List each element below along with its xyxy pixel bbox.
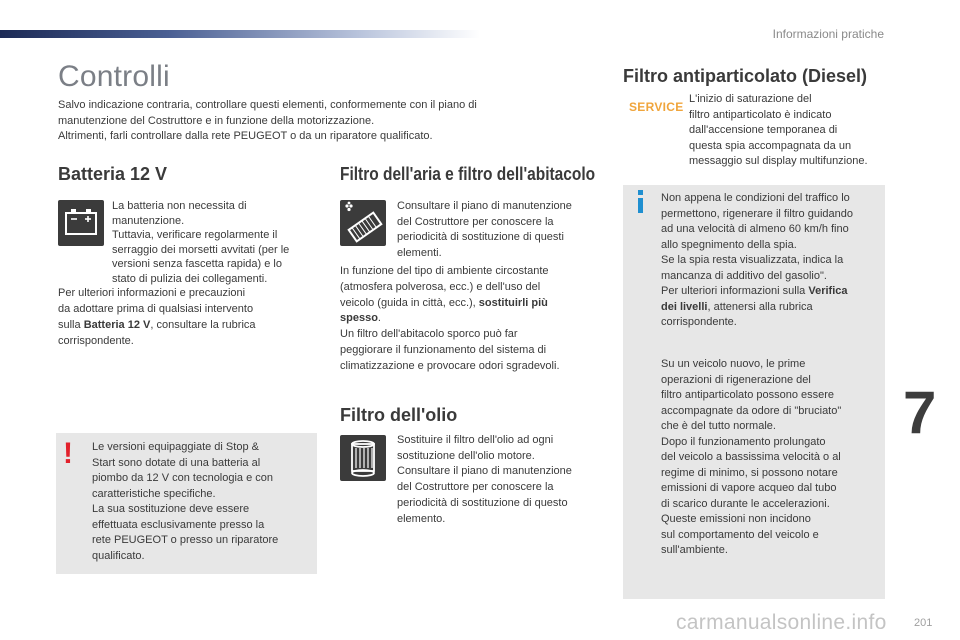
info-line: sul comportamento del veicolo e [661, 528, 819, 541]
dpf-line: questa spia accompagnata da un [689, 139, 852, 152]
info-line: del veicolo a bassissima velocità o al [661, 451, 841, 463]
oil-filter-line: Sostituire il filtro dell'olio ad ogni [397, 434, 554, 446]
info-icon [635, 190, 646, 213]
battery-more-line: corrispondente. [58, 335, 134, 347]
dpf-line: L'inizio di saturazione del [689, 93, 812, 105]
battery-line: serraggio dei morsetti avvitati (per le [112, 243, 290, 256]
info-line: accompagnate da odore di "bruciato" [661, 404, 842, 417]
air-filter-more [340, 264, 610, 375]
section-label: Informazioni pratiche [772, 27, 884, 41]
dpf-heading: Filtro antiparticolato (Diesel) [623, 66, 868, 86]
battery-more-prefix: sulla [58, 319, 84, 331]
air-filter-more-line: (atmosfera polverosa, ecc.) e dell'uso del [340, 280, 541, 293]
air-filter-bold: spesso [340, 312, 378, 325]
page-number: 201 [914, 617, 933, 629]
air-filter-last-line: climatizzazione e provocare odori sgradevoli. [340, 359, 560, 372]
air-filter-text [397, 199, 607, 261]
air-filter-bold: sostituirli più [478, 296, 548, 309]
info-line: Se la spia resta visualizzata, indica la [661, 254, 844, 266]
battery-line: La batteria non necessita di [112, 200, 247, 212]
battery-line: versioni senza fascetta rapida) e lo [112, 258, 282, 271]
dpf-line: messaggio sul display multifunzione. [689, 155, 868, 167]
info-line: mancanza di additivo del gasolio". [661, 269, 827, 282]
chapter-number: 7 [903, 379, 937, 446]
warning-line: rete PEUGEOT o presso un riparatore [92, 534, 279, 546]
info-line: operazioni di rigenerazione del [661, 373, 811, 386]
battery-link-ref: Batteria 12 V [83, 319, 151, 331]
air-filter-more-prefix: veicolo (guida in città, ecc.), [340, 296, 479, 309]
service-warning-icon: SERVICE [629, 100, 684, 114]
info-line: Queste emissioni non incidono [661, 513, 811, 525]
info-line: regime di minimo, si possono notare [661, 466, 838, 479]
info-line: Non appena le condizioni del traffico lo [661, 192, 850, 204]
air-filter-heading: Filtro dell'aria e filtro dell'abitacolo [340, 164, 596, 184]
air-filter-last-line: peggiorare il funzionamento del sistema di [340, 343, 547, 356]
info-after-bold: , attenersi alla rubrica [707, 300, 813, 313]
battery-more-line: Per ulteriori informazioni e precauzioni [58, 287, 246, 299]
header-gradient-bar [0, 30, 480, 38]
battery-line: Tuttavia, verificare regolarmente il [112, 229, 278, 242]
info-line: Dopo il funzionamento prolungato [661, 435, 826, 448]
info-bold-ref: Verifica [808, 285, 848, 297]
warning-line: La sua sostituzione deve essere [92, 503, 250, 515]
battery-line: manutenzione. [112, 214, 185, 227]
air-filter-line: del Costruttore per conoscere la [397, 215, 554, 228]
air-filter-last-line: Un filtro dell'abitacolo sporco può far [340, 328, 518, 341]
warning-line: piombo da 12 V con tecnologia e con [92, 472, 274, 484]
watermark: carmanualsonline.info [676, 611, 887, 634]
warning-line: qualificato. [92, 549, 145, 562]
warning-line: effettuata esclusivamente presso la [92, 518, 265, 531]
info-line: Per ulteriori informazioni sulla [661, 285, 809, 297]
air-filter-more-suffix: . [377, 312, 381, 325]
battery-heading: Batteria 12 V [58, 164, 168, 184]
battery-more-info [58, 285, 328, 349]
info-line: filtro antiparticolato possono essere [661, 389, 835, 401]
battery-icon [58, 200, 104, 246]
dpf-text [689, 92, 889, 170]
intro-line: Salvo indicazione contraria, controllare questi elementi, conformemente con il piano di [58, 99, 477, 111]
oil-filter-line: sostituzione dell'olio motore. [397, 449, 535, 462]
info-line: ad una velocità di almeno 60 km/h fino [661, 223, 849, 235]
warning-line: Le versioni equipaggiate di Stop & [92, 441, 259, 453]
battery-more-suffix: , consultare la rubrica [150, 319, 256, 331]
page-title: Controlli [58, 60, 170, 93]
dpf-line: dall'accensione temporanea di [689, 124, 838, 136]
air-filter-line: Consultare il piano di manutenzione [397, 200, 572, 212]
intro-line: Altrimenti, farli controllare dalla rete PEUGEOT o da un riparatore qualificato. [58, 130, 433, 142]
warning-line: caratteristiche specifiche. [92, 487, 216, 500]
oil-filter-line: del Costruttore per conoscere la [397, 481, 554, 494]
intro-line: manutenzione del Costruttore e in funzione della motorizzazione. [58, 114, 375, 127]
dpf-line: filtro antiparticolato è indicato [689, 108, 832, 121]
battery-more-line: da adottare prima di qualsiasi intervento [58, 303, 254, 315]
info-bold-ref: dei livelli [661, 300, 708, 313]
oil-filter-icon [340, 435, 386, 481]
oil-filter-line: Consultare il piano di manutenzione [397, 465, 572, 478]
info-line: allo spegnimento della spia. [661, 238, 797, 251]
battery-line: stato di pulizia dei collegamenti. [112, 272, 268, 285]
info-line: emissioni di vapore acqueo dal tubo [661, 482, 837, 494]
intro-paragraph [58, 98, 618, 145]
info-line: sull'ambiente. [661, 544, 728, 556]
oil-filter-heading: Filtro dell'olio [340, 405, 458, 425]
info-line: Su un veicolo nuovo, le prime [661, 358, 806, 370]
info-line: corrispondente. [661, 316, 737, 328]
info-line: che è del tutto normale. [661, 420, 776, 432]
air-filter-more-line: In funzione del tipo di ambiente circostante [340, 265, 549, 277]
oil-filter-line: periodicità di sostituzione di questo [397, 496, 568, 509]
info-line: permettono, rigenerare il filtro guidando [661, 207, 854, 220]
air-filter-icon [340, 200, 386, 246]
warning-line: Start sono dotate di una batteria al [92, 456, 261, 469]
air-filter-line: elementi. [397, 246, 442, 259]
oil-filter-text [397, 433, 607, 527]
info-line: di scarico durante le accelerazioni. [661, 497, 830, 510]
battery-warning-text [92, 440, 312, 564]
battery-text [112, 199, 322, 287]
oil-filter-line: elemento. [397, 512, 446, 525]
dpf-info-text-2 [661, 357, 886, 559]
air-filter-line: periodicità di sostituzione di questi [397, 231, 564, 243]
exclamation-icon: ! [63, 437, 73, 470]
dpf-info-text-1 [661, 191, 886, 331]
